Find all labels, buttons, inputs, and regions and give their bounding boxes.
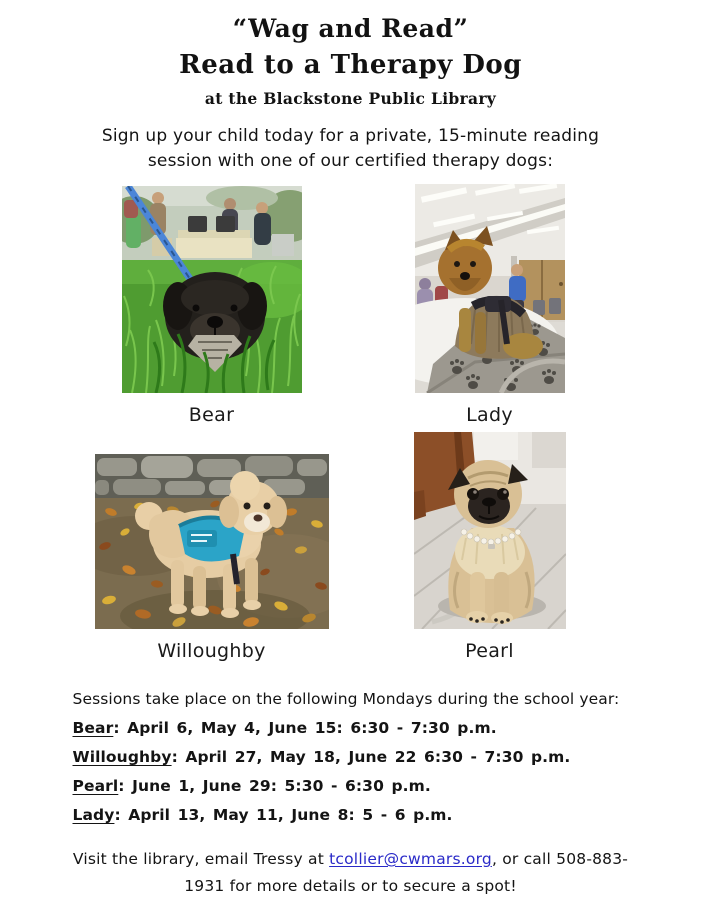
intro-line-1: Sign up your child today for a private, 15-minute reading — [101, 125, 600, 146]
flyer-header — [0, 0, 701, 109]
footer-text-before-link: Visit the library, email Tressy at — [72, 849, 330, 868]
title-line-3: at the Blackstone Public Library — [204, 88, 497, 108]
schedule-line-bear — [73, 714, 629, 743]
schedule-dog-name: Willoughby — [72, 747, 172, 766]
dog-card-willoughby — [73, 454, 351, 663]
dog-card-pearl — [351, 432, 629, 663]
schedule-dog-details: : June 1, June 29: 5:30 - 6:30 p.m. — [118, 776, 431, 795]
bear-photo — [122, 186, 302, 393]
dog-caption-lady: Lady — [466, 404, 513, 427]
dog-caption-willoughby: Willoughby — [157, 640, 266, 663]
schedule-dog-name: Bear — [72, 718, 114, 737]
pearl-photo — [414, 432, 566, 629]
footer-text-after-link: , or call 508-883- — [491, 849, 629, 868]
email-link[interactable]: tcollier@cwmars.org — [329, 849, 492, 868]
schedule-dog-name: Pearl — [72, 776, 119, 795]
schedule-dog-details: : April 6, May 4, June 15: 6:30 - 7:30 p.m. — [113, 718, 497, 737]
dog-caption-bear: Bear — [188, 404, 235, 427]
willoughby-photo — [95, 454, 329, 629]
schedule-line-pearl — [73, 772, 629, 801]
dog-photo-grid — [73, 184, 629, 663]
title-line-1: “Wag and Read” — [232, 14, 469, 43]
dog-card-lady — [351, 184, 629, 427]
photo-row-2 — [73, 432, 629, 663]
schedule-section — [73, 685, 629, 830]
dog-caption-pearl: Pearl — [465, 640, 514, 663]
schedule-dog-details: : April 13, May 11, June 8: 5 - 6 p.m. — [114, 805, 453, 824]
schedule-line-lady — [73, 801, 629, 830]
lady-photo — [415, 184, 565, 393]
schedule-intro: Sessions take place on the following Mondays during the school year: — [72, 689, 620, 708]
title-line-2: Read to a Therapy Dog — [179, 50, 522, 80]
schedule-dog-name: Lady — [72, 805, 115, 824]
footer-line-2: 1931 for more details or to secure a spot! — [184, 877, 517, 896]
schedule-dog-details: : April 27, May 18, June 22 6:30 - 7:30 p.m. — [171, 747, 571, 766]
dog-card-bear — [73, 186, 351, 427]
intro-line-2: session with one of our certified therapy dogs: — [147, 151, 554, 172]
schedule-line-willoughby — [73, 743, 629, 772]
footer-contact — [41, 846, 661, 900]
photo-row-1 — [73, 184, 629, 427]
intro-paragraph — [41, 124, 661, 176]
footer-line-1 — [41, 846, 661, 873]
